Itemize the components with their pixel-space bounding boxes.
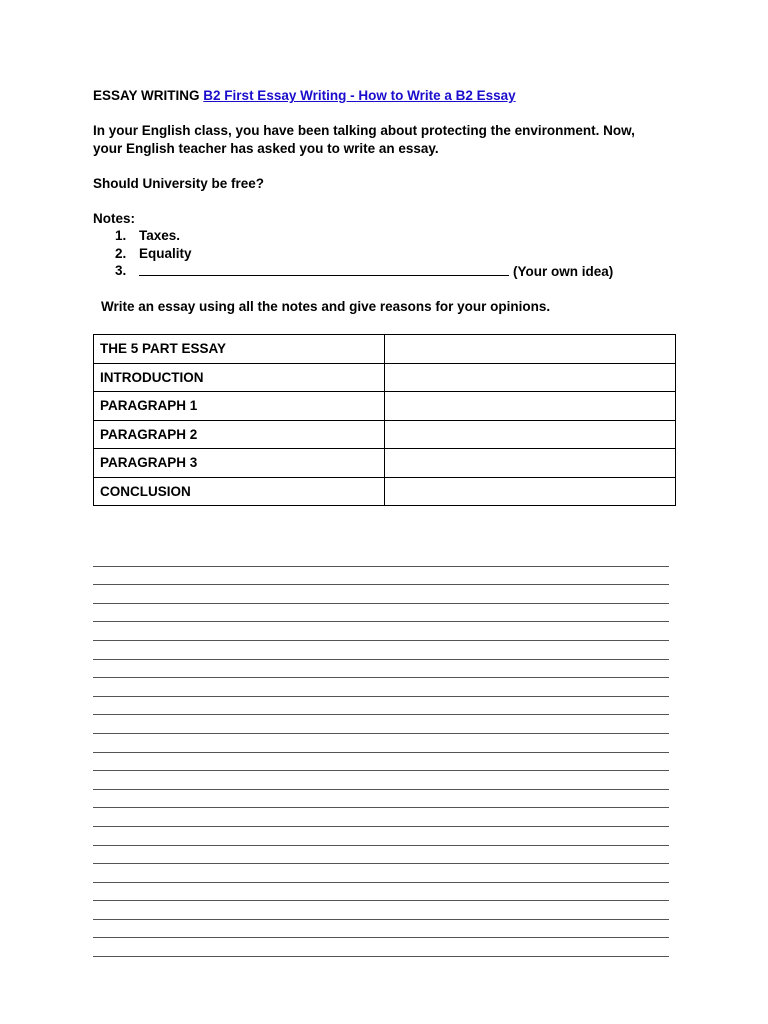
writing-lines-area[interactable]: [93, 548, 669, 957]
worksheet-heading: [93, 87, 516, 105]
notes-list-item: [93, 262, 613, 281]
writing-line[interactable]: [93, 883, 669, 902]
essay-question: Should University be free?: [93, 176, 265, 191]
notes-item-text: (Your own idea): [513, 264, 614, 279]
notes-item-text: Equality: [139, 245, 192, 261]
table-label-cell: PARAGRAPH 3: [94, 449, 385, 478]
writing-line[interactable]: [93, 715, 669, 734]
notes-list-item: [93, 227, 613, 245]
table-row: [94, 392, 676, 421]
table-label-cell: PARAGRAPH 1: [94, 392, 385, 421]
writing-line[interactable]: [93, 697, 669, 716]
own-idea-blank[interactable]: [139, 262, 509, 276]
writing-line[interactable]: [93, 901, 669, 920]
writing-line[interactable]: [93, 604, 669, 623]
writing-line[interactable]: [93, 920, 669, 939]
task-intro-line-1: In your English class, you have been talking about protecting the environment. Now,: [93, 123, 635, 138]
writing-line[interactable]: [93, 678, 669, 697]
table-row: [94, 335, 676, 364]
writing-line[interactable]: [93, 864, 669, 883]
table-label-cell: CONCLUSION: [94, 477, 385, 506]
table-row: [94, 449, 676, 478]
writing-line[interactable]: [93, 567, 669, 586]
table-row: [94, 420, 676, 449]
table-label-cell: INTRODUCTION: [94, 363, 385, 392]
writing-line[interactable]: [93, 846, 669, 865]
writing-line[interactable]: [93, 585, 669, 604]
notes-label: Notes:: [93, 211, 136, 226]
table-answer-cell[interactable]: [385, 335, 676, 364]
notes-list: [93, 227, 613, 281]
notes-list-item: [93, 245, 613, 263]
table-answer-cell[interactable]: [385, 449, 676, 478]
notes-item-number: 1.: [115, 228, 127, 243]
writing-line[interactable]: [93, 641, 669, 660]
essay-instruction: Write an essay using all the notes and give reasons for your opinions.: [101, 299, 551, 314]
table-label-cell: PARAGRAPH 2: [94, 420, 385, 449]
table-answer-cell[interactable]: [385, 420, 676, 449]
table-label-cell: THE 5 PART ESSAY: [94, 335, 385, 364]
table-row: [94, 363, 676, 392]
writing-line[interactable]: [93, 660, 669, 679]
heading-prefix: ESSAY WRITING: [93, 88, 200, 103]
writing-line[interactable]: [93, 808, 669, 827]
writing-line[interactable]: [93, 622, 669, 641]
notes-item-number: 2.: [115, 245, 127, 261]
notes-item-number: 3.: [115, 263, 127, 278]
task-intro-line-2: your English teacher has asked you to write an essay.: [93, 141, 439, 156]
writing-line[interactable]: [93, 771, 669, 790]
writing-line[interactable]: [93, 827, 669, 846]
essay-guide-link[interactable]: B2 First Essay Writing - How to Write a B2 Essay: [203, 88, 516, 103]
writing-line[interactable]: [93, 734, 669, 753]
notes-item-text: Taxes.: [139, 228, 181, 243]
table-row: [94, 477, 676, 506]
table-answer-cell[interactable]: [385, 477, 676, 506]
writing-line[interactable]: [93, 790, 669, 809]
writing-line[interactable]: [93, 938, 669, 957]
essay-structure-table: [93, 334, 676, 506]
essay-table-body: [94, 335, 676, 506]
table-answer-cell[interactable]: [385, 392, 676, 421]
table-answer-cell[interactable]: [385, 363, 676, 392]
writing-line[interactable]: [93, 753, 669, 772]
writing-line[interactable]: [93, 548, 669, 567]
